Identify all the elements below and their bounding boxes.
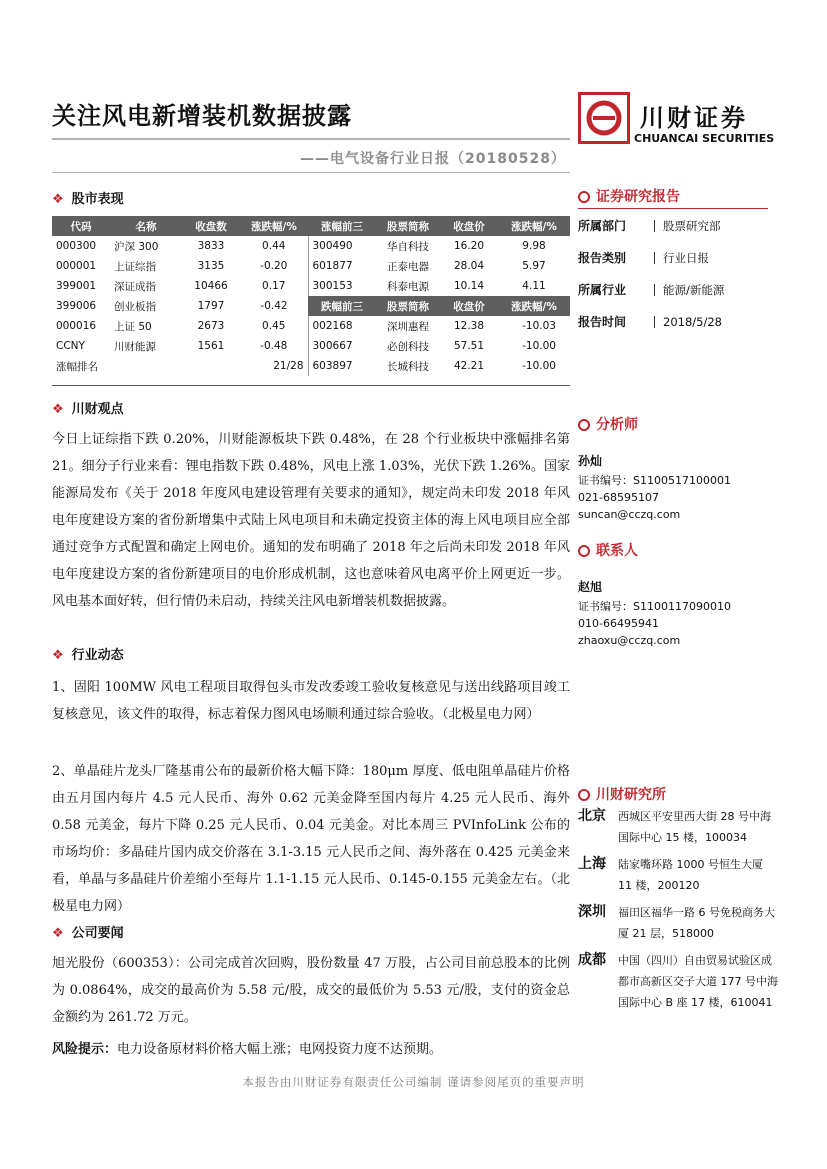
stock-name: 深圳惠程 bbox=[387, 320, 429, 333]
table-row bbox=[52, 296, 570, 316]
market-table-bottom-rule bbox=[52, 385, 570, 386]
index-name: 川财能源 bbox=[114, 340, 156, 353]
company-paragraph: 旭光股份（600353）：公司完成首次回购，股份数量 47 万股，占公司目前总股本的比例为 0.0864%，成交的最高价为 5.58 元/股，成交的最低价为 5.53 元/股，支付的资金总金额约为 261.72 万元。 bbox=[52, 956, 570, 1025]
info-separator bbox=[654, 252, 655, 264]
index-code: 399006 bbox=[56, 300, 97, 312]
table-header: 涨跌幅/% bbox=[498, 216, 570, 236]
index-change: -0.48 bbox=[260, 340, 288, 352]
index-change: -0.20 bbox=[260, 260, 288, 272]
stock-change: 5.97 bbox=[522, 260, 546, 272]
stock-close: 42.21 bbox=[453, 360, 485, 372]
risk-text: 电力设备原材料价格大幅上涨；电网投资力度不达预期。 bbox=[117, 1042, 443, 1057]
index-change: 0.44 bbox=[262, 240, 286, 252]
table-header: 收盘数 bbox=[182, 216, 240, 236]
office-city: 深圳 bbox=[578, 904, 606, 920]
table-header-row bbox=[52, 216, 570, 236]
office-entry bbox=[578, 854, 778, 896]
info-separator bbox=[654, 316, 655, 328]
market-heading: ❖ 股市表现 bbox=[52, 192, 124, 207]
institute-heading: 川财研究所 bbox=[578, 784, 666, 804]
analyst-icon bbox=[578, 419, 590, 431]
diamond-icon: ❖ bbox=[52, 192, 64, 207]
index-name: 沪深 300 bbox=[114, 240, 159, 253]
stock-change: -10.00 bbox=[522, 360, 556, 372]
office-entry bbox=[578, 806, 778, 848]
table-row bbox=[52, 236, 570, 256]
info-key: 所属部门 bbox=[578, 219, 627, 233]
index-name: 创业板指 bbox=[114, 300, 156, 313]
table-row bbox=[52, 256, 570, 276]
info-key: 报告类别 bbox=[578, 251, 627, 265]
report-type-heading: 证券研究报告 bbox=[578, 186, 680, 206]
contact-email[interactable]: zhaoxu@cczq.com bbox=[578, 634, 681, 647]
industry-item-2: 2、单晶硅片龙头厂隆基甫公布的最新价格大幅下降：180μm 厚度、低电阻单晶硅片价格由五月国内每片 4.5 元人民币、海外 0.62 元美金降至国内每片 4.25 元人民币、海外 0.58 元美金，每片下降 0.25 元人民币、0.04 元美金。对比本周三 PVInfoLink 公布的市场均价：多晶硅片国内成交价落在 3.1-3.15 元人民币之间、海外落在 0.425 元美金来看，单晶与多晶硅片价差缩小至每片 1.1-1.15 元人民币、0.145-0.155 元美金左右。（北极星电力网） bbox=[52, 764, 570, 914]
table-header: 涨跌幅/% bbox=[240, 216, 308, 236]
stock-code: 002168 bbox=[308, 316, 376, 336]
table-header: 涨跌幅/% bbox=[498, 296, 570, 316]
office-city: 北京 bbox=[578, 808, 606, 824]
index-name: 上证 50 bbox=[114, 320, 152, 333]
table-header: 股票简称 bbox=[376, 216, 440, 236]
contact-cert: 证书编号：S1100117090010 bbox=[578, 600, 731, 613]
report-info-row bbox=[578, 214, 778, 246]
stock-change: 4.11 bbox=[522, 280, 546, 292]
report-title: 关注风电新增装机数据披露 bbox=[52, 101, 352, 130]
office-address: 西城区平安里西大街 28 号中海国际中心 15 楼，100034 bbox=[618, 810, 771, 844]
stock-code: 603897 bbox=[308, 356, 376, 376]
table-header: 涨幅前三 bbox=[308, 216, 376, 236]
office-address: 中国（四川）自由贸易试验区成都市高新区交子大道 177 号中海国际中心 B 座 17 楼，610041 bbox=[618, 954, 778, 1009]
stock-name: 必创科技 bbox=[387, 340, 429, 353]
footer-disclaimer: 本报告由川财证券有限责任公司编制 谨请参阅尾页的重要声明 bbox=[242, 1075, 585, 1089]
table-header: 收盘价 bbox=[440, 296, 498, 316]
stock-name: 长城科技 bbox=[387, 360, 429, 373]
index-code: 399001 bbox=[56, 280, 97, 292]
index-name: 深证成指 bbox=[114, 280, 156, 293]
table-header: 跌幅前三 bbox=[308, 296, 376, 316]
industry-heading: ❖ 行业动态 bbox=[52, 648, 124, 663]
index-code: 000016 bbox=[56, 320, 97, 332]
office-entry bbox=[578, 902, 778, 944]
info-key: 所属行业 bbox=[578, 283, 627, 297]
diamond-icon: ❖ bbox=[52, 402, 64, 417]
index-code: 000001 bbox=[56, 260, 97, 272]
stock-close: 10.14 bbox=[453, 280, 485, 292]
analyst-cert: 证书编号：S1100517100001 bbox=[578, 474, 731, 487]
table-row bbox=[52, 356, 570, 376]
stock-change: -10.03 bbox=[522, 320, 556, 332]
stock-code: 300667 bbox=[308, 336, 376, 356]
info-separator bbox=[654, 220, 655, 232]
report-info-list bbox=[578, 214, 778, 342]
report-subtitle: ——电气设备行业日报（20180528） bbox=[300, 151, 566, 167]
stock-change: 9.98 bbox=[522, 240, 546, 252]
diamond-icon: ❖ bbox=[52, 648, 64, 663]
index-code: 000300 bbox=[56, 240, 97, 252]
report-info-row bbox=[578, 246, 778, 278]
info-value: 股票研究部 bbox=[663, 219, 721, 233]
office-address: 陆家嘴环路 1000 号恒生大厦 11 楼，200120 bbox=[618, 858, 763, 892]
stock-name: 科泰电源 bbox=[387, 280, 429, 293]
rank-value: 21/28 bbox=[273, 360, 304, 372]
info-value: 行业日报 bbox=[663, 251, 709, 265]
stock-code: 601877 bbox=[308, 256, 376, 276]
office-entry bbox=[578, 950, 778, 1013]
office-city: 上海 bbox=[578, 856, 606, 872]
rank-label: 涨幅排名 bbox=[56, 360, 98, 373]
index-close: 1561 bbox=[197, 340, 225, 352]
risk-label: 风险提示： bbox=[52, 1042, 118, 1057]
stock-close: 57.51 bbox=[453, 340, 485, 352]
office-city: 成都 bbox=[578, 952, 606, 968]
sidebar-rule bbox=[578, 208, 768, 209]
stock-change: -10.00 bbox=[522, 340, 556, 352]
index-close: 3135 bbox=[197, 260, 225, 272]
stock-close: 12.38 bbox=[453, 320, 485, 332]
table-row bbox=[52, 276, 570, 296]
index-change: 0.45 bbox=[262, 320, 286, 332]
stock-close: 16.20 bbox=[453, 240, 485, 252]
index-close: 2673 bbox=[197, 320, 225, 332]
index-close: 1797 bbox=[197, 300, 225, 312]
report-info-row bbox=[578, 278, 778, 310]
logo-name: 川财证券 bbox=[640, 104, 748, 132]
subtitle-divider bbox=[52, 172, 570, 173]
analyst-phone: 021-68595107 bbox=[578, 491, 659, 504]
office-address: 福田区福华一路 6 号免税商务大厦 21 层，518000 bbox=[618, 906, 775, 940]
index-name: 上证综指 bbox=[114, 260, 156, 273]
company-heading: ❖ 公司要闻 bbox=[52, 926, 124, 941]
table-header: 代码 bbox=[52, 216, 110, 236]
info-value: 2018/5/28 bbox=[663, 315, 722, 329]
institute-icon bbox=[578, 789, 590, 801]
table-header: 股票简称 bbox=[376, 296, 440, 316]
logo-english-name: CHUANCAI SECURITIES bbox=[634, 132, 775, 145]
risk-note bbox=[52, 1038, 570, 1057]
stock-close: 28.04 bbox=[453, 260, 485, 272]
info-key: 报告时间 bbox=[578, 315, 627, 329]
info-separator bbox=[654, 284, 655, 296]
table-header: 名称 bbox=[110, 216, 182, 236]
report-icon bbox=[578, 191, 590, 203]
stock-name: 正泰电器 bbox=[387, 260, 429, 273]
index-change: 0.17 bbox=[262, 280, 286, 292]
office-list bbox=[578, 806, 778, 1019]
market-table bbox=[52, 216, 570, 376]
contact-name: 赵旭 bbox=[578, 580, 603, 594]
info-value: 能源/新能源 bbox=[663, 283, 725, 297]
title-divider bbox=[52, 138, 570, 140]
view-heading: ❖ 川财观点 bbox=[52, 402, 124, 417]
report-info-row bbox=[578, 310, 778, 342]
index-close: 10466 bbox=[194, 280, 228, 292]
analyst-heading: 分析师 bbox=[578, 414, 638, 434]
table-row bbox=[52, 316, 570, 336]
contact-icon bbox=[578, 545, 590, 557]
index-change: -0.42 bbox=[260, 300, 288, 312]
view-paragraph: 今日上证综指下跌 0.20%，川财能源板块下跌 0.48%，在 28 个行业板块中涨幅排名第 21。细分子行业来看：锂电指数下跌 0.48%，风电上涨 1.03%，光伏下跌 1.26%。国家能源局发布《关于 2018 年度风电建设管理有关要求的通知》，规定尚未印发 2018 年风电年度建设方案的省份新增集中式陆上风电项目和未确定投资主体的海上风电项目应全部通过竞争方式配置和确定上网电价。通知的发布明确了 2018 年之后尚未印发 2018 年风电年度建设方案的省份新建项目的电价形成机制，这也意味着风电离平价上网更近一步。风电基本面好转，但行情仍未启动，持续关注风电新增装机数据披露。 bbox=[52, 432, 570, 609]
index-code: CCNY bbox=[56, 340, 85, 352]
table-row bbox=[52, 336, 570, 356]
index-close: 3833 bbox=[197, 240, 225, 252]
contact-heading: 联系人 bbox=[578, 540, 638, 560]
table-header: 收盘价 bbox=[440, 216, 498, 236]
industry-item-1: 1、固阳 100MW 风电工程项目取得包头市发改委竣工验收复核意见与送出线路项目竣工复核意见，该文件的取得，标志着保力图风电场顺利通过综合验收。（北极星电力网） bbox=[52, 680, 570, 722]
stock-code: 300490 bbox=[308, 236, 376, 256]
logo-mark-icon bbox=[578, 92, 630, 144]
analyst-email[interactable]: suncan@cczq.com bbox=[578, 508, 681, 521]
stock-code: 300153 bbox=[308, 276, 376, 296]
contact-phone: 010-66495941 bbox=[578, 617, 659, 630]
stock-name: 华自科技 bbox=[387, 240, 429, 253]
analyst-name: 孙灿 bbox=[578, 454, 603, 468]
market-table-wrapper bbox=[52, 216, 570, 376]
diamond-icon: ❖ bbox=[52, 926, 64, 941]
